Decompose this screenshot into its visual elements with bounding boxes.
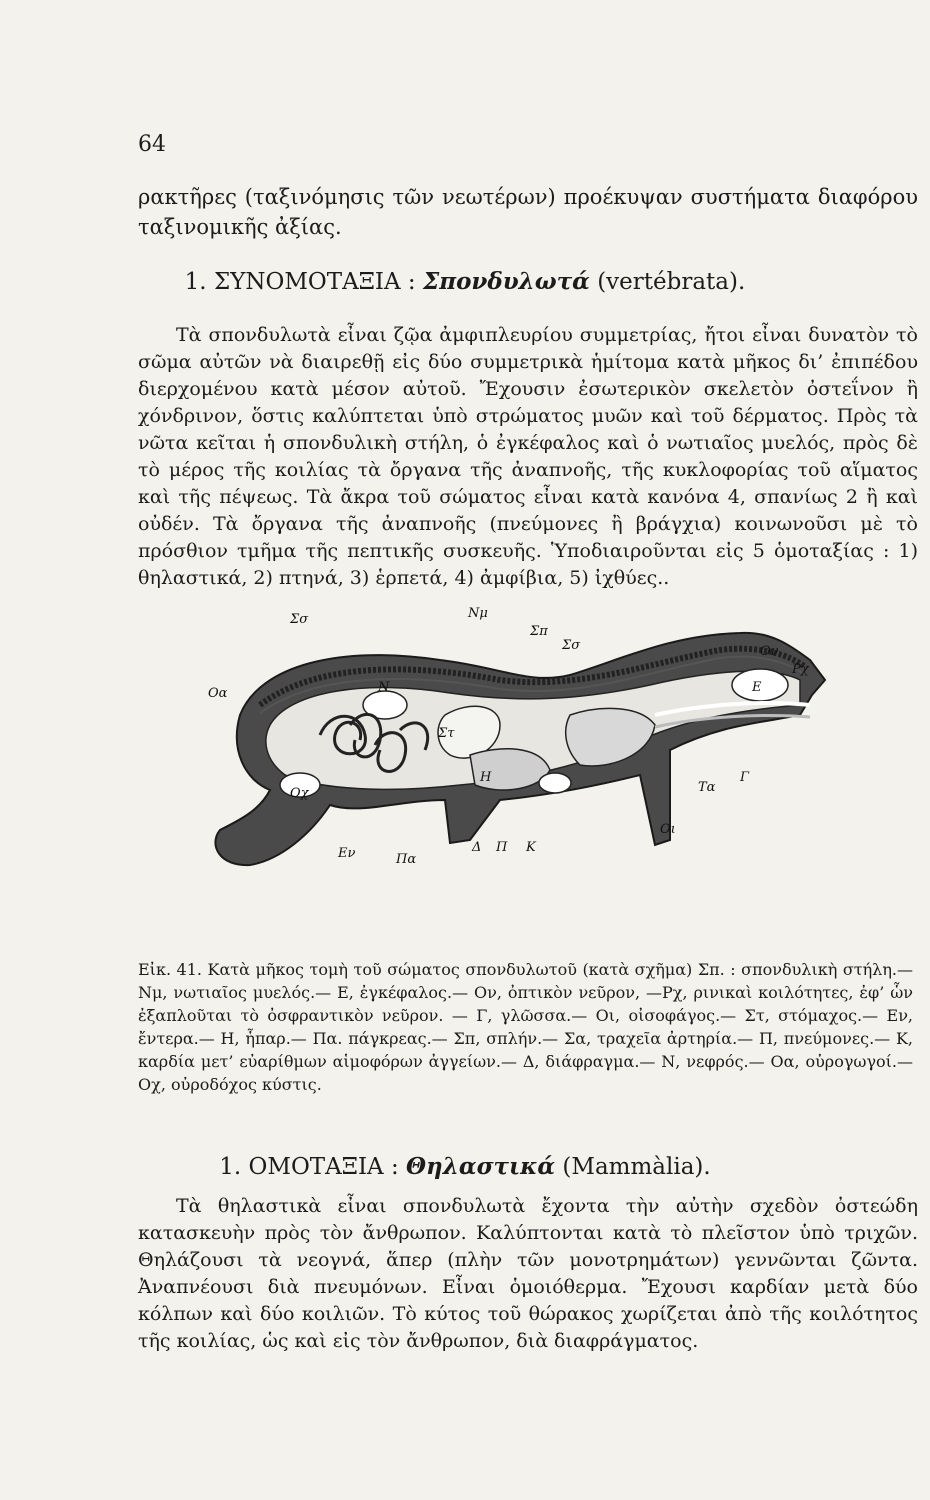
fig-label: Ρχ xyxy=(792,662,809,677)
section-greek-name: Θηλαστικά xyxy=(406,1153,556,1180)
section-number: 1. xyxy=(184,269,207,295)
fig-label: Σσ xyxy=(562,638,581,653)
heart-shape xyxy=(539,773,571,793)
fig-label: Πα xyxy=(396,852,417,867)
fig-label: Τα xyxy=(698,780,716,795)
fig-label: Ε xyxy=(752,680,762,695)
fig-label: Εν xyxy=(338,846,356,861)
mammalia-paragraph: Τὰ θηλαστικὰ εἶναι σπονδυλωτὰ ἔχοντα τὴν αὐτὴν σχεδὸν ὀστεώδη κατασκευὴν πρὸς τὸν ἄνθρωπον. Καλύπτονται κατὰ τὸ πλεῖστον ὑπὸ τριχῶν. Θηλάζουσι τὰ νεογνά, ἅπερ (πλὴν τῶν μονοτρημάτων) γεννῶνται ζῶντα. Ἀναπνέουσι διὰ πνευμόνων. Εἶναι ὁμοιόθερμα. Ἔχουσι καρδίαν μετὰ δύο κόλπων καὶ δύο κοιλιῶν. Τὸ κύτος τοῦ θώρακος χωρίζεται ἀπὸ τῆς κοιλότητος τῆς κοιλίας, ὡς καὶ εἰς τὸν ἄνθρωπον, διὰ διαφράγματος. xyxy=(138,1195,918,1352)
fig-label: Ν xyxy=(378,680,390,695)
fig-label: Π xyxy=(496,840,508,855)
fig-label: Οι xyxy=(660,822,676,837)
intro-paragraph: ρακτῆρες (ταξινόμησις τῶν νεωτέρων) προέκυψαν συστήματα διαφόρου ταξινομικῆς ἀξίας. xyxy=(138,185,918,239)
fig-label: Κ xyxy=(526,840,536,855)
fig-label: Σσ xyxy=(290,612,309,627)
fig-label: Στ xyxy=(438,726,455,741)
section-title: ΣΥΝΟΜΟΤΑΞΙΑ : xyxy=(213,269,416,295)
fig-label: Γ xyxy=(740,770,750,785)
section-heading-mammalia xyxy=(0,1153,930,1180)
fig-label: Σπ xyxy=(530,624,548,639)
fig-label: Δ xyxy=(472,840,482,855)
fig-label: Ον xyxy=(760,644,779,659)
page-number: 64 xyxy=(138,132,166,157)
fig-label: Η xyxy=(480,770,492,785)
vertebrata-paragraph: Τὰ σπονδυλωτὰ εἶναι ζῷα ἀμφιπλευρίου συμμετρίας, ἤτοι εἶναι δυνατὸν τὸ σῶμα αὐτῶν νὰ διαιρεθῇ εἰς δύο συμμετρικὰ ἡμίτομα κατὰ μῆκος δι’ ἐπιπέδου διερχομένου κατὰ μέσον αὐτοῦ. Ἔχουσιν ἐσωτερικὸν σκελετὸν ὀστεΐνον ἢ χόνδρινον, ὅστις καλύπτεται ὑπὸ στρώματος μυῶν καὶ τοῦ δέρματος. Πρὸς τὰ νῶτα κεῖται ἡ σπονδυλικὴ στήλη, ὁ ἐγκέφαλος καὶ ὁ νωτιαῖος μυελός, πρὸς δὲ τὸ μέρος τῆς κοιλίας τὰ ὄργανα τῆς ἀναπνοῆς, τῆς κυκλοφορίας τοῦ αἵματος καὶ τῆς πέψεως. Τὰ ἄκρα τοῦ σώματος εἶναι κατὰ κανόνα 4, σπανίως 2 ἢ καὶ οὐδέν. Τὰ ὄργανα τῆς ἀναπνοῆς (πνεύμονες ἢ βράγχια) κοινωνοῦσι μὲ τὸ πρόσθιον τμῆμα τῆς πεπτικῆς συσκευῆς. Ὑποδιαιροῦνται εἰς 5 ὁμοταξίας : 1) θηλαστικά, 2) πτηνά, 3) ἑρπετά, 4) ἀμφίβια, 5) ἰχθύες.. xyxy=(138,324,918,589)
fig-label: Νμ xyxy=(468,606,488,621)
vertebrate-section-figure xyxy=(200,605,840,905)
section-latin-name: (vertébrata). xyxy=(597,269,746,295)
section-title: ΟΜΟΤΑΞΙΑ : xyxy=(248,1154,399,1180)
fig-label: Οχ xyxy=(290,786,309,801)
fig-label: Οα xyxy=(208,686,228,701)
section-number: 1. xyxy=(219,1154,242,1180)
section-greek-name: Σπονδυλωτά xyxy=(422,268,590,295)
section-latin-name: (Mammàlia). xyxy=(562,1154,711,1180)
section-heading-vertebrata xyxy=(0,268,930,295)
figure-caption: Εἰκ. 41. Κατὰ μῆκος τομὴ τοῦ σώματος σπονδυλωτοῦ (κατὰ σχῆμα) Σπ. : σπονδυλικὴ στήλη.— Νμ, νωτιαῖος μυελός.— Ε, ἐγκέφαλος.— Ον, ὀπτικὸν νεῦρον, —Ρχ, ρινικαὶ κοιλότητες, ἐφ’ ὧν ἐξαπλοῦται τὸ ὀσφραντικὸν νεῦρον. — Γ, γλῶσσα.— Οι, οἰσοφάγος.— Στ, στόμαχος.— Εν, ἔντερα.— Η, ἧπαρ.— Πα. πάγκρεας.— Σπ, σπλήν.— Σα, τραχεῖα ἀρτηρία.— Π, πνεύμονες.— Κ, καρδία μετ’ εὐαρίθμων αἱμοφόρων ἀγγείων.— Δ, διάφραγμα.— Ν, νεφρός.— Οα, οὐρογωγοί.— Οχ, οὐροδόχος κύστις. xyxy=(138,960,913,1094)
